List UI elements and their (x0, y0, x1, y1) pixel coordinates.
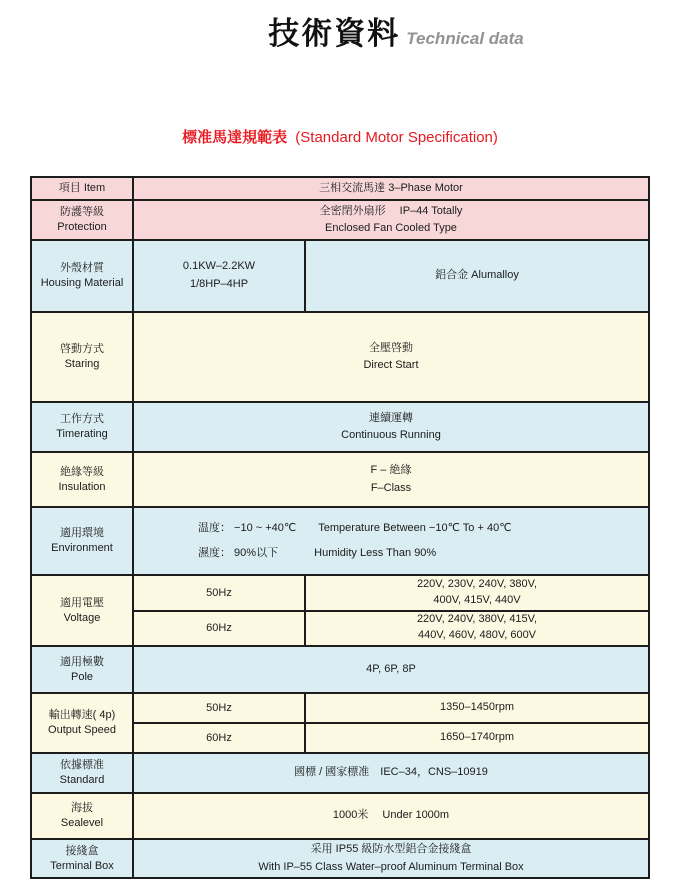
row-standard-label-en: Standard (59, 774, 105, 786)
row-standard-value (134, 754, 648, 792)
page-title-en: Technical data (406, 29, 524, 48)
row-housing-label (32, 241, 134, 311)
speed-subrow-60hz (134, 722, 648, 752)
row-standard-label-zh: 依據標准 (60, 759, 104, 772)
row-terminal-box-label-en: Terminal Box (50, 859, 114, 872)
row-timerating-label-zh: 工作方式 (60, 413, 104, 426)
row-terminal-box-line2: With IP–55 Class Water–proof Aluminum Terminal Box (258, 860, 524, 873)
speed-50hz-value-text: 1350–1450rpm (439, 701, 514, 714)
voltage-50hz-freq (134, 576, 306, 610)
row-housing (32, 241, 648, 313)
row-insulation-label-en: Insulation (58, 480, 106, 493)
row-environment-label (32, 508, 134, 574)
row-protection-line2: Enclosed Fan Cooled Type (325, 222, 457, 234)
row-housing-power-hp: 1/8HP–4HP (189, 278, 249, 290)
row-protection-value (134, 201, 648, 239)
voltage-60hz-line1: 220V, 240V, 380V, 415V, (416, 613, 538, 626)
row-protection-label-en: Protection (57, 221, 107, 233)
row-item (32, 178, 648, 201)
row-timerating-label-en: Timerating (56, 428, 108, 440)
row-pole (32, 647, 648, 694)
row-terminal-box-label-zh: 接綫盒 (65, 844, 99, 857)
row-item-value-text: 三相交流馬達 3–Phase Motor (319, 181, 463, 194)
row-pole-label (32, 647, 134, 692)
row-voltage-subrows (134, 576, 648, 645)
row-environment (32, 508, 648, 576)
voltage-60hz-freq-text: 60Hz (206, 622, 232, 635)
row-starting (32, 313, 648, 403)
speed-60hz-value-text: 1650–1740rpm (439, 731, 514, 744)
row-standard-value-text: 國標 / 國家標准 IEC–34，CNS–10919 (294, 766, 488, 779)
page-subtitle-en: (Standard Motor Specification) (295, 129, 498, 146)
row-housing-power-range (134, 241, 306, 311)
voltage-subrow-60hz (134, 610, 648, 646)
row-starting-label (32, 313, 134, 401)
row-output-speed-subrows (134, 694, 648, 752)
speed-50hz-freq-text: 50Hz (206, 702, 232, 714)
page-subtitle-zh: 標准馬達規範表 (182, 129, 288, 146)
row-terminal-box-label (32, 840, 134, 877)
row-output-speed-label (32, 694, 134, 752)
row-sealevel-value (134, 794, 648, 838)
row-pole-value (134, 647, 648, 692)
row-output-speed-label-en: Output Speed (48, 724, 116, 736)
voltage-subrow-50hz (134, 576, 648, 610)
row-insulation-label (32, 453, 134, 506)
row-timerating-line2: Continuous Running (341, 429, 441, 441)
row-housing-label-en: Housing Material (40, 277, 124, 289)
row-voltage-label-en: Voltage (63, 611, 101, 624)
row-voltage (32, 576, 648, 647)
speed-50hz-value (306, 694, 648, 722)
voltage-50hz-values (306, 576, 648, 610)
row-housing-material (306, 241, 648, 311)
row-standard-label (32, 754, 134, 792)
voltage-50hz-freq-text: 50Hz (206, 586, 232, 599)
page-title (0, 8, 680, 53)
row-voltage-label-zh: 適用電壓 (60, 596, 104, 609)
row-housing-material-text: 鋁合金 Alumalloy (435, 269, 519, 282)
row-sealevel-label-zh: 海拔 (71, 802, 93, 815)
row-sealevel-value-text: 1000米 Under 1000m (332, 809, 450, 822)
voltage-60hz-values (306, 612, 648, 646)
row-sealevel-label (32, 794, 134, 838)
speed-50hz-freq (134, 694, 306, 722)
row-item-label (32, 178, 134, 199)
row-terminal-box-line1: 采用 IP55 級防水型鋁合金接綫盒 (310, 843, 472, 856)
voltage-60hz-line2: 440V, 460V, 480V, 600V (417, 629, 537, 642)
speed-60hz-freq-text: 60Hz (206, 732, 232, 744)
voltage-60hz-freq (134, 612, 306, 646)
row-environment-temperature: 温度： −10 ~ +40℃ Temperature Between −10℃ To + 40℃ (198, 521, 512, 534)
row-pole-label-zh: 適用極數 (60, 655, 104, 668)
row-output-speed (32, 694, 648, 754)
row-standard (32, 754, 648, 794)
page-title-zh: 技術資料 (268, 16, 401, 51)
row-insulation-line1: F – 絶緣 (370, 464, 412, 477)
row-housing-label-zh: 外殼材質 (60, 262, 104, 275)
row-output-speed-label-zh: 輸出轉速( 4p) (48, 709, 116, 722)
row-sealevel (32, 794, 648, 840)
row-timerating-label (32, 403, 134, 451)
row-environment-value (134, 508, 648, 574)
row-protection-line1: 全密閉外扇形 IP–44 Totally (319, 204, 463, 217)
row-voltage-label (32, 576, 134, 645)
row-environment-label-en: Environment (51, 542, 113, 554)
row-insulation-value (134, 453, 648, 506)
row-environment-label-zh: 適用環境 (60, 527, 104, 540)
row-starting-line2: Direct Start (363, 359, 419, 371)
row-starting-line1: 全壓啓動 (369, 341, 413, 354)
row-insulation (32, 453, 648, 508)
row-timerating-line1: 連續運轉 (369, 411, 413, 424)
row-environment-humidity: 濕度： 90%以下 Humidity Less Than 90% (198, 547, 437, 559)
row-timerating-value (134, 403, 648, 451)
row-terminal-box (32, 840, 648, 877)
row-protection (32, 201, 648, 241)
row-sealevel-label-en: Sealevel (60, 817, 104, 829)
row-pole-value-text: 4P, 6P, 8P (366, 662, 416, 675)
row-insulation-label-zh: 絶緣等級 (60, 465, 104, 478)
row-terminal-box-value (134, 840, 648, 877)
spec-table (30, 176, 650, 879)
row-starting-label-zh: 啓動方式 (60, 343, 104, 356)
row-protection-label (32, 201, 134, 239)
voltage-50hz-line1: 220V, 230V, 240V, 380V, (416, 577, 538, 590)
page-subtitle (0, 126, 680, 147)
row-starting-value (134, 313, 648, 401)
speed-60hz-value (306, 724, 648, 752)
row-insulation-line2: F–Class (370, 481, 412, 494)
row-starting-label-en: Staring (64, 358, 100, 370)
row-item-label-text: 項目 Item (58, 182, 106, 195)
row-housing-power-kw: 0.1KW–2.2KW (182, 260, 256, 273)
speed-subrow-50hz (134, 694, 648, 722)
speed-60hz-freq (134, 724, 306, 752)
row-protection-label-zh: 防護等級 (60, 206, 104, 219)
row-pole-label-en: Pole (70, 670, 94, 683)
voltage-50hz-line2: 400V, 415V, 440V (433, 593, 521, 606)
row-timerating (32, 403, 648, 453)
row-item-value (134, 178, 648, 199)
